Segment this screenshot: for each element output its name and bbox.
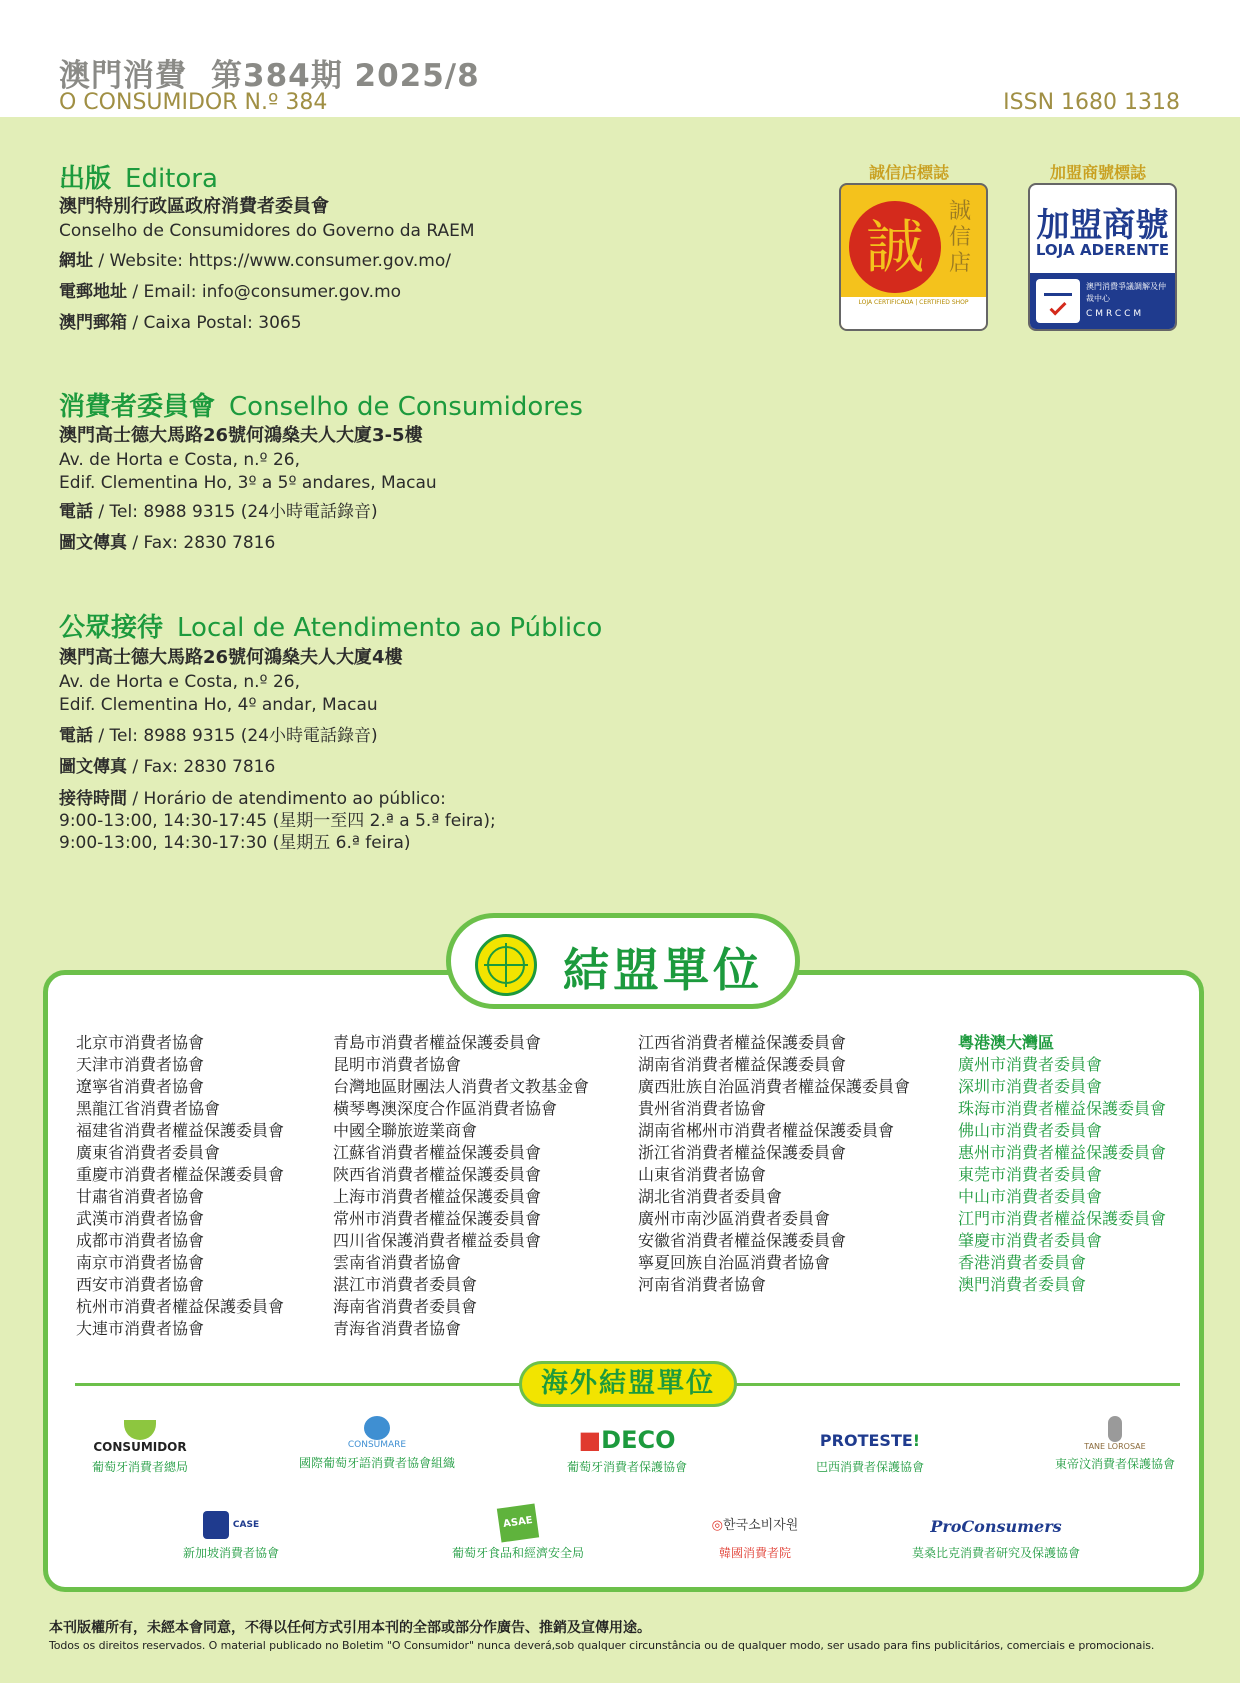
- atendimento-fax-label: 圖文傳真: [59, 757, 127, 777]
- alliance-member: 澳門消費者委員會: [958, 1275, 1087, 1294]
- overseas-caption: 莫桑比克消費者研究及保護協會: [911, 1546, 1080, 1560]
- overseas-org-4: [1050, 1416, 1180, 1472]
- consumidor-logo-text: CONSUMIDOR: [93, 1440, 187, 1454]
- conselho-tel-line: [59, 501, 378, 523]
- atendimento-fax: 2830 7816: [183, 757, 276, 777]
- alliance-member: 湛江市消費者委員會: [333, 1275, 478, 1294]
- alliance-member: 惠州市消費者權益保護委員會: [958, 1143, 1167, 1162]
- atendimento-title-zh: 公眾接待: [59, 613, 164, 643]
- alliance-member: 江西省消費者權益保護委員會: [638, 1033, 847, 1052]
- case-logo-icon: [203, 1511, 229, 1539]
- member-logo-zh: 加盟商號: [1036, 205, 1169, 244]
- tane-logo-icon: [1108, 1416, 1122, 1442]
- scale-icon-beam: [1044, 293, 1072, 296]
- hours-label-pt: / Horário de atendimento ao público:: [127, 789, 446, 809]
- alliance-member: 杭州市消費者權益保護委員會: [76, 1297, 285, 1316]
- alliance-member: 安徽省消費者權益保護委員會: [638, 1231, 847, 1250]
- atendimento-address-pt2: Edif. Clementina Ho, 4º andar, Macau: [59, 695, 378, 715]
- member-logo-band: [1030, 273, 1175, 329]
- alliance-member: 珠海市消費者權益保護委員會: [958, 1099, 1167, 1118]
- alliance-member: 中國全聯旅遊業商會: [333, 1121, 478, 1140]
- deco-logo: [562, 1426, 692, 1454]
- po-box-line: [59, 312, 302, 334]
- alliance-member: 山東省消費者協會: [638, 1165, 767, 1184]
- issue-number: 第384期: [211, 58, 343, 94]
- deco-logo-icon: ■: [578, 1426, 602, 1454]
- alliance-member: 肇慶市消費者委員會: [958, 1231, 1103, 1250]
- atendimento-tel: 8988 9315 (24小時電話錄音): [143, 726, 378, 746]
- conselho-fax: 2830 7816: [183, 533, 276, 553]
- alliance-member: 湖南省消費者權益保護委員會: [638, 1055, 847, 1074]
- alliance-member: 四川省保護消費者權益委員會: [333, 1231, 542, 1250]
- greater-bay-area-heading: 粵港澳大灣區: [958, 1033, 1055, 1052]
- alliance-member: 甘肅省消費者協會: [76, 1187, 205, 1206]
- conselho-fax-label-pt: / Fax:: [127, 533, 184, 553]
- conselho-address-zh: 澳門高士德大馬路26號何鴻燊夫人大廈3-5樓: [59, 425, 423, 446]
- overseas-caption: 葡萄牙食品和經濟安全局: [451, 1546, 584, 1560]
- conselho-tel-label: 電話: [59, 502, 93, 522]
- hours-weekday: 9:00-13:00, 14:30-17:45 (星期一至四 2.ª a 5.ª feira);: [59, 811, 496, 831]
- overseas-caption: 巴西消費者保護協會: [815, 1460, 924, 1474]
- alliance-member: 上海市消費者權益保護委員會: [333, 1187, 542, 1206]
- certified-shop-logo: [839, 183, 988, 331]
- alliance-member: 湖北省消費者委員會: [638, 1187, 783, 1206]
- alliance-member: 黑龍江省消費者協會: [76, 1099, 221, 1118]
- globe-icon-equator: [484, 964, 528, 966]
- alliance-member: 廣州市消費者委員會: [958, 1055, 1103, 1074]
- member-shop-logo: [1028, 183, 1177, 331]
- issue-date: 2025/8: [354, 58, 480, 94]
- overseas-caption: 新加坡消費者協會: [182, 1546, 279, 1560]
- editora-org-pt: Conselho de Consumidores do Governo da RAEM: [59, 221, 475, 241]
- alliance-member: 天津市消費者協會: [76, 1055, 205, 1074]
- overseas-org-2: [562, 1426, 692, 1475]
- alliance-member: 武漢市消費者協會: [76, 1209, 205, 1228]
- atendimento-title-pt: Local de Atendimento ao Público: [177, 613, 603, 643]
- overseas-header: [519, 1361, 737, 1407]
- editora-title-zh: 出版: [59, 164, 112, 194]
- conselho-address-pt2: Edif. Clementina Ho, 3º a 5º andares, Macau: [59, 473, 437, 493]
- alliance-member: 台灣地區財團法人消費者文教基金會: [333, 1077, 590, 1096]
- overseas-caption: 葡萄牙消費者總局: [91, 1460, 188, 1474]
- alliance-member: 貴州省消費者協會: [638, 1099, 767, 1118]
- atendimento-address-zh: 澳門高士德大馬路26號何鴻燊夫人大廈4樓: [59, 647, 403, 668]
- email-line: [59, 281, 401, 303]
- magazine-subtitle: O CONSUMIDOR N.º 384: [59, 90, 328, 115]
- alliance-member: 北京市消費者協會: [76, 1033, 205, 1052]
- magazine-name: 澳門消費: [59, 58, 187, 94]
- alliance-column-4: [958, 1032, 1166, 1296]
- issn: ISSN 1680 1318: [1003, 90, 1180, 115]
- page-header: [0, 0, 1240, 117]
- po-box-label: 澳門郵箱: [59, 313, 127, 333]
- overseas-caption: 國際葡萄牙語消費者協會組織: [298, 1456, 455, 1470]
- magazine-title: [59, 50, 480, 95]
- alliance-column-2: [333, 1032, 589, 1340]
- alliance-member: 西安市消費者協會: [76, 1275, 205, 1294]
- kca-logo-icon: ◎: [711, 1518, 723, 1533]
- case-logo: [176, 1510, 286, 1540]
- po-box-number: 3065: [258, 313, 302, 333]
- conselho-title-pt: Conselho de Consumidores: [229, 392, 583, 422]
- member-shop-caption: 加盟商號標誌: [1050, 163, 1147, 182]
- alliance-member: 廣州市南沙區消費者委員會: [638, 1209, 831, 1228]
- alliance-member: 大連市消費者協會: [76, 1319, 205, 1338]
- copyright-zh: 本刊版權所有，未經本會同意，不得以任何方式引用本刊的全部或部分作廣告、推銷及宣傳用途。: [49, 1620, 651, 1636]
- alliance-column-3: [638, 1032, 910, 1296]
- case-logo-text: CASE: [232, 1520, 260, 1530]
- conselho-fax-label: 圖文傳真: [59, 533, 127, 553]
- hours-friday: 9:00-13:00, 14:30-17:30 (星期五 6.ª feira): [59, 833, 411, 853]
- alliance-member: 海南省消費者委員會: [333, 1297, 478, 1316]
- alliance-member: 常州市消費者權益保護委員會: [333, 1209, 542, 1228]
- alliance-header: [446, 913, 800, 1009]
- certified-side-text: 誠信店: [949, 199, 972, 276]
- atendimento-title: [59, 607, 602, 644]
- alliance-column-1: [76, 1032, 284, 1340]
- alliance-member: 東莞市消費者委員會: [958, 1165, 1103, 1184]
- editora-title-pt: Editora: [125, 164, 218, 194]
- conselho-address-pt1: Av. de Horta e Costa, n.º 26,: [59, 450, 301, 470]
- alliance-member: 成都市消費者協會: [76, 1231, 205, 1250]
- member-center-zh: 澳門消費爭議調解及仲裁中心: [1086, 282, 1166, 303]
- alliance-member: 深圳市消費者委員會: [958, 1077, 1103, 1096]
- alliance-member: 香港消費者委員會: [958, 1253, 1087, 1272]
- alliance-member: 浙江省消費者權益保護委員會: [638, 1143, 847, 1162]
- hours-label-line: [59, 788, 446, 810]
- conselho-fax-line: [59, 532, 275, 554]
- overseas-org-0: [70, 1420, 210, 1475]
- consumidor-logo-icon: [124, 1420, 156, 1440]
- alliance-member: 昆明市消費者協會: [333, 1055, 462, 1074]
- overseas-org-7: [700, 1512, 810, 1561]
- editora-org-zh: 澳門特別行政區政府消費者委員會: [59, 196, 329, 217]
- kca-logo: [700, 1512, 810, 1540]
- overseas-org-6: [448, 1506, 588, 1561]
- certified-footer-band: [841, 297, 986, 329]
- alliance-member: 中山市消費者委員會: [958, 1187, 1103, 1206]
- proconsumers-logo: ProConsumers: [930, 1517, 1062, 1536]
- hours-label: 接待時間: [59, 789, 127, 809]
- alliance-member: 南京市消費者協會: [76, 1253, 205, 1272]
- alliance-member: 青海省消費者協會: [333, 1319, 462, 1338]
- email-link[interactable]: info@consumer.gov.mo: [201, 282, 402, 302]
- alliance-member: 青島市消費者權益保護委員會: [333, 1033, 542, 1052]
- alliance-member: 江門市消費者權益保護委員會: [958, 1209, 1167, 1228]
- deco-logo-text: DECO: [601, 1426, 676, 1454]
- consumare-logo-icon: [364, 1416, 390, 1440]
- asae-logo: ASAE: [497, 1504, 539, 1543]
- alliance-member: 寧夏回族自治區消費者協會: [638, 1253, 831, 1272]
- alliance-member: 陝西省消費者權益保護委員會: [333, 1165, 542, 1184]
- alliance-member: 福建省消費者權益保護委員會: [76, 1121, 285, 1140]
- alliance-title: 結盟單位: [563, 943, 763, 997]
- overseas-org-1: [292, 1416, 462, 1471]
- alliance-member: 江蘇省消費者權益保護委員會: [333, 1143, 542, 1162]
- alliance-member: 遼寧省消費者協會: [76, 1077, 205, 1096]
- proteste-logo-icon: !: [912, 1431, 921, 1450]
- globe-icon: [475, 934, 537, 996]
- website-label: 網址: [59, 251, 93, 271]
- po-box-label-pt: / Caixa Postal:: [127, 313, 259, 333]
- alliance-member: 重慶市消費者權益保護委員會: [76, 1165, 285, 1184]
- alliance-member: 雲南省消費者協會: [333, 1253, 462, 1272]
- atendimento-address-pt1: Av. de Horta e Costa, n.º 26,: [59, 672, 301, 692]
- alliance-member: 廣東省消費者委員會: [76, 1143, 221, 1162]
- certified-footer-text: LOJA CERTIFICADA | CERTIFIED SHOP: [858, 299, 969, 306]
- tane-logo-text: TANE LOROSAE: [1084, 1442, 1146, 1451]
- proteste-logo-text: PROTESTE: [819, 1431, 913, 1450]
- member-logo-pt: LOJA ADERENTE: [1035, 241, 1170, 259]
- atendimento-fax-line: [59, 756, 275, 778]
- conselho-title-zh: 消費者委員會: [59, 392, 216, 422]
- atendimento-tel-label: 電話: [59, 726, 93, 746]
- email-label: 電郵地址: [59, 282, 127, 302]
- proteste-logo: [810, 1428, 930, 1454]
- editora-title: [59, 158, 218, 195]
- alliance-member: 佛山市消費者委員會: [958, 1121, 1103, 1140]
- overseas-caption: 韓國消費者院: [718, 1546, 791, 1560]
- kca-logo-text: 한국소비자원: [722, 1518, 799, 1533]
- overseas-org-3: [810, 1428, 930, 1475]
- website-label-pt: / Website:: [93, 251, 189, 271]
- overseas-caption: 葡萄牙消費者保護協會: [566, 1460, 687, 1474]
- overseas-org-8: [906, 1514, 1086, 1561]
- website-link[interactable]: https://www.consumer.gov.mo/: [188, 251, 451, 271]
- alliance-member: 橫琴粵澳深度合作區消費者協會: [333, 1099, 558, 1118]
- certified-seal-char: 誠: [865, 213, 924, 281]
- conselho-title: [59, 386, 583, 423]
- conselho-tel-label-pt: / Tel:: [93, 502, 144, 522]
- overseas-caption: 東帝汶消費者保護協會: [1054, 1457, 1175, 1471]
- member-center-pt: CMRCCM: [1086, 309, 1145, 319]
- consumare-logo-text: CONSUMARE: [347, 1440, 407, 1450]
- email-label-pt: / Email:: [127, 282, 202, 302]
- copyright-pt: Todos os direitos reservados. O material publicado no Boletim "O Consumidor" nunca deverá,sob qualquer circunstância ou de qualquer modo, ser usado para fins publicitários, comerciais e promocionais.: [49, 1639, 1155, 1652]
- atendimento-tel-label-pt: / Tel:: [93, 726, 144, 746]
- alliance-member: 河南省消費者協會: [638, 1275, 767, 1294]
- atendimento-fax-label-pt: / Fax:: [127, 757, 184, 777]
- certified-shop-caption: 誠信店標誌: [869, 163, 950, 182]
- conselho-tel: 8988 9315 (24小時電話錄音): [143, 502, 378, 522]
- alliance-member: 湖南省郴州市消費者權益保護委員會: [638, 1121, 895, 1140]
- alliance-member: 廣西壯族自治區消費者權益保護委員會: [638, 1077, 911, 1096]
- overseas-title: 海外結盟單位: [541, 1368, 715, 1399]
- website-line: [59, 250, 451, 272]
- overseas-org-5: [176, 1510, 286, 1561]
- atendimento-tel-line: [59, 725, 378, 747]
